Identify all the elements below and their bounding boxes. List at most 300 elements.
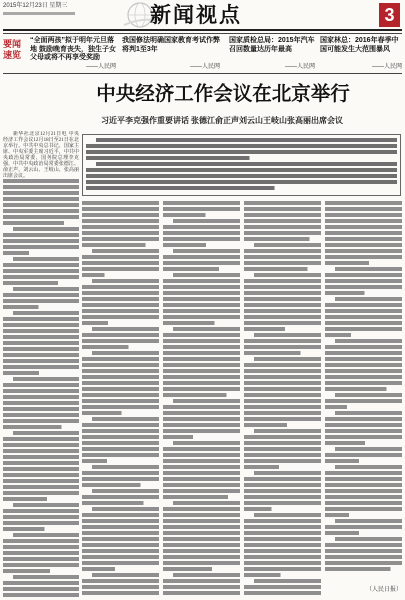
body-text-line — [325, 327, 402, 331]
body-text-line — [82, 237, 159, 241]
body-text-line — [86, 180, 397, 184]
body-text-line — [82, 315, 159, 319]
body-text-line — [173, 573, 240, 577]
body-text-line — [244, 519, 321, 523]
body-text-line — [82, 393, 159, 397]
body-text-line — [163, 477, 240, 481]
body-text-line — [325, 309, 402, 313]
article-source-note: （人民日报） — [365, 587, 402, 593]
body-text-line — [3, 425, 61, 429]
article-column-4 — [244, 201, 321, 598]
body-text-line — [254, 333, 321, 337]
body-text-line — [254, 429, 321, 433]
page-number-badge: 3 — [379, 3, 400, 27]
body-text-line — [3, 473, 79, 477]
body-text-line — [92, 465, 159, 469]
body-text-line — [325, 225, 402, 229]
body-text-line — [86, 150, 397, 154]
body-text-line — [325, 255, 402, 259]
body-text-line — [3, 269, 79, 273]
body-text-line — [3, 443, 79, 447]
body-text-line — [3, 275, 79, 279]
body-text-line — [82, 543, 159, 547]
body-text-line — [163, 525, 240, 529]
body-text-line — [82, 267, 159, 271]
body-text-line — [244, 543, 321, 547]
body-text-line — [82, 435, 159, 439]
body-text-line — [82, 201, 159, 205]
body-text-line — [325, 495, 402, 499]
body-text-line — [163, 465, 240, 469]
body-text-line — [325, 279, 402, 283]
body-text-line — [325, 369, 402, 373]
body-text-line — [244, 285, 321, 289]
body-text-line — [82, 447, 159, 451]
body-text-line — [96, 138, 397, 142]
body-text-line — [244, 297, 321, 301]
body-text-line — [3, 515, 79, 519]
body-text-line — [244, 249, 321, 253]
body-text-line — [244, 453, 321, 457]
body-text-line — [82, 261, 159, 265]
article-column-2 — [82, 201, 159, 598]
brief-source: ——人民网 — [371, 64, 402, 70]
body-text-line — [163, 543, 240, 547]
body-text-line — [244, 495, 321, 499]
body-text-line — [163, 369, 240, 373]
body-text-line — [163, 447, 240, 451]
body-text-line — [325, 483, 402, 487]
body-text-line — [92, 279, 159, 283]
body-text-line — [173, 327, 240, 331]
body-text-line — [82, 363, 159, 367]
body-text-line — [82, 219, 159, 223]
body-text-line — [325, 303, 402, 307]
body-text-line — [325, 471, 402, 475]
article-column-1 — [3, 131, 79, 598]
body-text-line — [325, 237, 402, 241]
body-text-line — [325, 321, 402, 325]
body-text-line — [82, 477, 159, 481]
body-text-line — [325, 441, 365, 445]
summary-box — [82, 134, 401, 196]
body-text-line — [82, 243, 146, 247]
column-text — [325, 201, 402, 573]
body-text-line — [325, 405, 347, 409]
body-text-line — [82, 303, 159, 307]
body-text-line — [3, 371, 39, 375]
body-text-line — [3, 383, 79, 387]
body-text-line — [3, 215, 79, 219]
body-text-line — [163, 561, 240, 565]
brief-headline: 国家质检总局：2015年汽车召回数量达历年最高 — [229, 37, 315, 53]
brief-source: ——人民网 — [284, 64, 315, 70]
body-text-line — [82, 513, 159, 517]
body-text-line — [244, 555, 321, 559]
body-text-line — [3, 479, 79, 483]
header-rule — [3, 29, 402, 31]
brief-headline: 国家林总：2016年春季中国可能发生大范围暴风 — [320, 37, 399, 53]
body-text-line — [244, 351, 301, 355]
body-text-line — [13, 287, 79, 291]
body-text-line — [244, 393, 321, 397]
body-text-line — [163, 363, 240, 367]
body-text-line — [254, 471, 321, 475]
body-text-line — [3, 239, 79, 243]
body-text-line — [3, 263, 79, 267]
body-text-line — [325, 417, 402, 421]
body-text-line — [82, 585, 159, 589]
body-text-line — [244, 537, 321, 541]
body-text-line — [163, 429, 240, 433]
body-text-line — [82, 291, 159, 295]
body-text-line — [3, 245, 79, 249]
column-text — [3, 131, 79, 598]
body-text-line — [82, 297, 159, 301]
body-text-line — [3, 203, 79, 207]
body-text-line — [325, 525, 402, 529]
body-text-line — [325, 513, 349, 517]
body-text-line — [3, 185, 79, 189]
body-text-line — [163, 279, 240, 283]
body-text-line — [244, 549, 321, 553]
column-text — [163, 201, 240, 597]
body-text-line — [325, 375, 402, 379]
column-text — [244, 201, 321, 597]
body-text-line — [325, 531, 359, 535]
body-text-line — [254, 513, 321, 517]
body-text-line — [244, 561, 321, 565]
body-text-line — [163, 213, 205, 217]
body-text-line — [3, 545, 79, 549]
body-text-line — [244, 339, 321, 343]
body-text-line — [163, 537, 240, 541]
body-text-line — [82, 495, 159, 499]
body-text-line — [163, 405, 240, 409]
body-text-line — [173, 501, 240, 505]
body-text-line — [3, 419, 79, 423]
body-text-line — [82, 501, 144, 505]
body-text-line — [163, 423, 240, 427]
body-text-line — [163, 297, 240, 301]
body-text-line — [13, 431, 79, 435]
body-text-line — [173, 249, 240, 253]
body-text-line — [244, 345, 321, 349]
body-text-line — [92, 327, 159, 331]
body-text-line — [82, 369, 159, 373]
body-text-line — [244, 399, 321, 403]
body-text-line — [163, 357, 240, 361]
body-text-line — [82, 555, 159, 559]
body-text-line — [335, 465, 402, 469]
body-text-line — [325, 507, 402, 511]
body-text-line — [244, 507, 271, 511]
body-text-line — [163, 321, 214, 325]
body-text-line — [82, 411, 122, 415]
body-text-line — [244, 567, 321, 571]
brief-item — [30, 37, 116, 71]
body-text-line — [325, 501, 402, 505]
body-text-line — [13, 575, 79, 579]
body-text-line — [3, 305, 39, 309]
body-text-line — [244, 585, 321, 589]
body-text-line — [244, 201, 321, 205]
body-text-line — [163, 315, 240, 319]
body-text-line — [82, 213, 159, 217]
body-text-line — [244, 441, 321, 445]
body-text-line — [82, 483, 140, 487]
body-text-line — [3, 461, 79, 465]
body-text-line — [163, 267, 219, 271]
body-text-line — [325, 213, 402, 217]
body-text-line — [82, 255, 159, 259]
body-text-line — [335, 447, 402, 451]
body-text-line — [82, 207, 159, 211]
body-text-line — [335, 519, 402, 523]
body-text-line — [244, 375, 321, 379]
body-text-line — [335, 537, 402, 541]
body-text-line — [254, 273, 321, 277]
body-text-line — [163, 519, 240, 523]
body-text-line — [163, 303, 240, 307]
issue-date: 2015年12月23日 星期三 — [3, 3, 68, 9]
body-text-line — [3, 413, 79, 417]
body-text-line — [244, 417, 321, 421]
body-text-line — [163, 255, 240, 259]
body-text-line — [82, 231, 159, 235]
body-text-line — [335, 393, 402, 397]
body-text-line — [163, 309, 240, 313]
body-text-line — [82, 567, 115, 571]
body-text-line — [325, 315, 402, 319]
body-text-line — [82, 471, 159, 475]
body-text-line — [244, 219, 321, 223]
body-text-line — [82, 579, 159, 583]
body-text-line — [244, 501, 321, 505]
body-text-line — [163, 207, 240, 211]
brief-headline: 我国修法明确国家教育考试作弊将判1至3年 — [122, 37, 220, 53]
body-text-line — [163, 237, 240, 241]
body-text-line — [82, 387, 159, 391]
body-text-line — [92, 573, 159, 577]
body-text-line — [244, 303, 321, 307]
body-text-line — [244, 525, 321, 529]
body-text-line — [325, 453, 402, 457]
section-title: 新闻视点 — [150, 4, 242, 27]
body-text-line — [3, 455, 79, 459]
body-text-line — [3, 251, 29, 255]
body-text-line — [325, 273, 402, 277]
body-text-line — [3, 191, 79, 195]
body-text-line — [325, 567, 391, 571]
body-text-line — [163, 435, 193, 439]
body-text-line — [92, 351, 159, 355]
body-text-line — [325, 207, 402, 211]
body-text-line — [163, 291, 240, 295]
body-text-line — [325, 201, 402, 205]
body-text-line — [163, 375, 240, 379]
column-text — [82, 201, 159, 597]
body-text-line — [86, 144, 397, 148]
body-text-line — [3, 335, 79, 339]
body-text-line — [244, 411, 321, 415]
body-text-line — [3, 401, 79, 405]
body-text-line — [3, 539, 79, 543]
body-text-line — [325, 381, 402, 385]
briefs-rule — [3, 73, 402, 74]
body-text-line — [163, 417, 240, 421]
body-text-line — [82, 225, 159, 229]
article-column-3 — [163, 201, 240, 598]
body-text-line — [335, 267, 402, 271]
body-text-line — [86, 156, 250, 160]
body-text-line — [92, 489, 159, 493]
editor-credit-line — [3, 12, 75, 15]
body-text-line — [82, 537, 159, 541]
body-text-line — [82, 273, 104, 277]
body-text-line — [244, 423, 287, 427]
body-text-line — [3, 347, 79, 351]
body-text-line — [325, 549, 402, 553]
body-text-line — [325, 555, 402, 559]
body-text-line — [163, 591, 240, 595]
body-text-line — [3, 509, 79, 513]
body-text-line — [163, 549, 240, 553]
body-text-line — [92, 249, 159, 253]
article-column-5 — [325, 201, 402, 581]
body-text-line — [3, 221, 64, 225]
brief-item — [122, 37, 220, 71]
body-text-line — [3, 563, 79, 567]
body-text-line — [173, 441, 240, 445]
body-text-line — [163, 261, 240, 265]
body-text-line — [173, 399, 240, 403]
body-text-line — [82, 321, 108, 325]
body-text-line — [325, 333, 351, 337]
body-text-line — [244, 231, 321, 235]
body-text-line — [3, 233, 79, 237]
body-text-line — [3, 209, 79, 213]
body-text-line — [244, 483, 321, 487]
body-text-line — [96, 162, 397, 166]
body-text-line — [163, 459, 240, 463]
body-text-line — [3, 485, 79, 489]
body-text-line — [3, 281, 58, 285]
body-text-line — [254, 243, 321, 247]
article-headline: 中央经济工作会议在北京举行 — [96, 83, 350, 105]
body-text-line — [325, 561, 402, 565]
body-text-line — [92, 417, 159, 421]
brief-source: ——人民网 — [85, 64, 116, 70]
body-text-line — [82, 399, 159, 403]
body-text-line — [86, 186, 275, 190]
body-text-line — [3, 593, 79, 597]
body-text-line — [163, 201, 240, 205]
body-text-line — [3, 395, 79, 399]
body-text-line — [82, 375, 159, 379]
body-text-line — [3, 407, 79, 411]
body-text-line — [163, 507, 240, 511]
body-text-line — [325, 477, 402, 481]
body-text-line — [325, 399, 402, 403]
body-text-line — [325, 543, 402, 547]
body-text-line — [244, 207, 321, 211]
body-text-line — [163, 393, 227, 397]
briefs-label-top: 要闻 — [3, 39, 22, 49]
body-text-line — [325, 429, 402, 433]
body-text-line — [3, 299, 79, 303]
body-text-line — [3, 467, 79, 471]
body-text-line — [244, 591, 321, 595]
body-text-line — [163, 471, 240, 475]
body-text-line — [163, 531, 240, 535]
body-text-line — [163, 585, 240, 589]
body-text-line — [13, 533, 79, 537]
body-text-line — [82, 429, 159, 433]
body-text-line — [82, 441, 159, 445]
body-text-line — [82, 459, 107, 463]
body-text-line — [3, 521, 79, 525]
body-text-line — [244, 327, 285, 331]
body-text-line — [163, 285, 240, 289]
column-text — [86, 138, 397, 192]
body-text-line — [163, 333, 240, 337]
body-text-line — [335, 339, 402, 343]
brief-headline: “全面两孩”拟于明年元旦落地 鼓励晚育丧失，独生子女父母或将不再享受奖励 — [30, 37, 116, 62]
briefs-label — [3, 39, 25, 61]
body-text-line — [82, 453, 159, 457]
body-text-line — [82, 333, 159, 337]
body-text-line — [325, 489, 402, 493]
body-text-line — [325, 423, 402, 427]
body-text-line — [3, 317, 79, 321]
body-text-line — [13, 257, 79, 261]
body-text-line — [82, 525, 159, 529]
body-text-line — [163, 231, 240, 235]
body-text-line — [325, 231, 402, 235]
body-text-line — [82, 381, 159, 385]
body-text-line — [3, 389, 79, 393]
body-text-line — [86, 174, 397, 178]
body-text-line — [163, 495, 228, 499]
body-text-line — [325, 219, 402, 223]
body-text-line — [163, 225, 240, 229]
body-text-line — [3, 569, 50, 573]
body-text-line — [163, 483, 240, 487]
brief-item — [229, 37, 315, 71]
body-text-line — [163, 411, 240, 415]
body-text-line — [244, 279, 321, 283]
header-rule-thin — [3, 33, 402, 34]
body-text-line — [3, 527, 44, 531]
body-text-line — [3, 365, 79, 369]
body-text-line — [3, 197, 79, 201]
body-text-line — [325, 387, 387, 391]
body-text-line — [13, 227, 79, 231]
body-text-line — [244, 309, 321, 313]
body-text-line — [92, 507, 159, 511]
body-text-line — [325, 459, 359, 463]
body-text-line — [244, 291, 321, 295]
body-text-line — [335, 411, 402, 415]
body-text-line — [3, 179, 79, 183]
brief-item — [320, 37, 402, 71]
body-text-line — [3, 587, 79, 591]
body-text-line — [254, 579, 321, 583]
body-text-line — [244, 531, 321, 535]
body-text-line — [3, 491, 79, 495]
body-text-line — [244, 315, 321, 319]
